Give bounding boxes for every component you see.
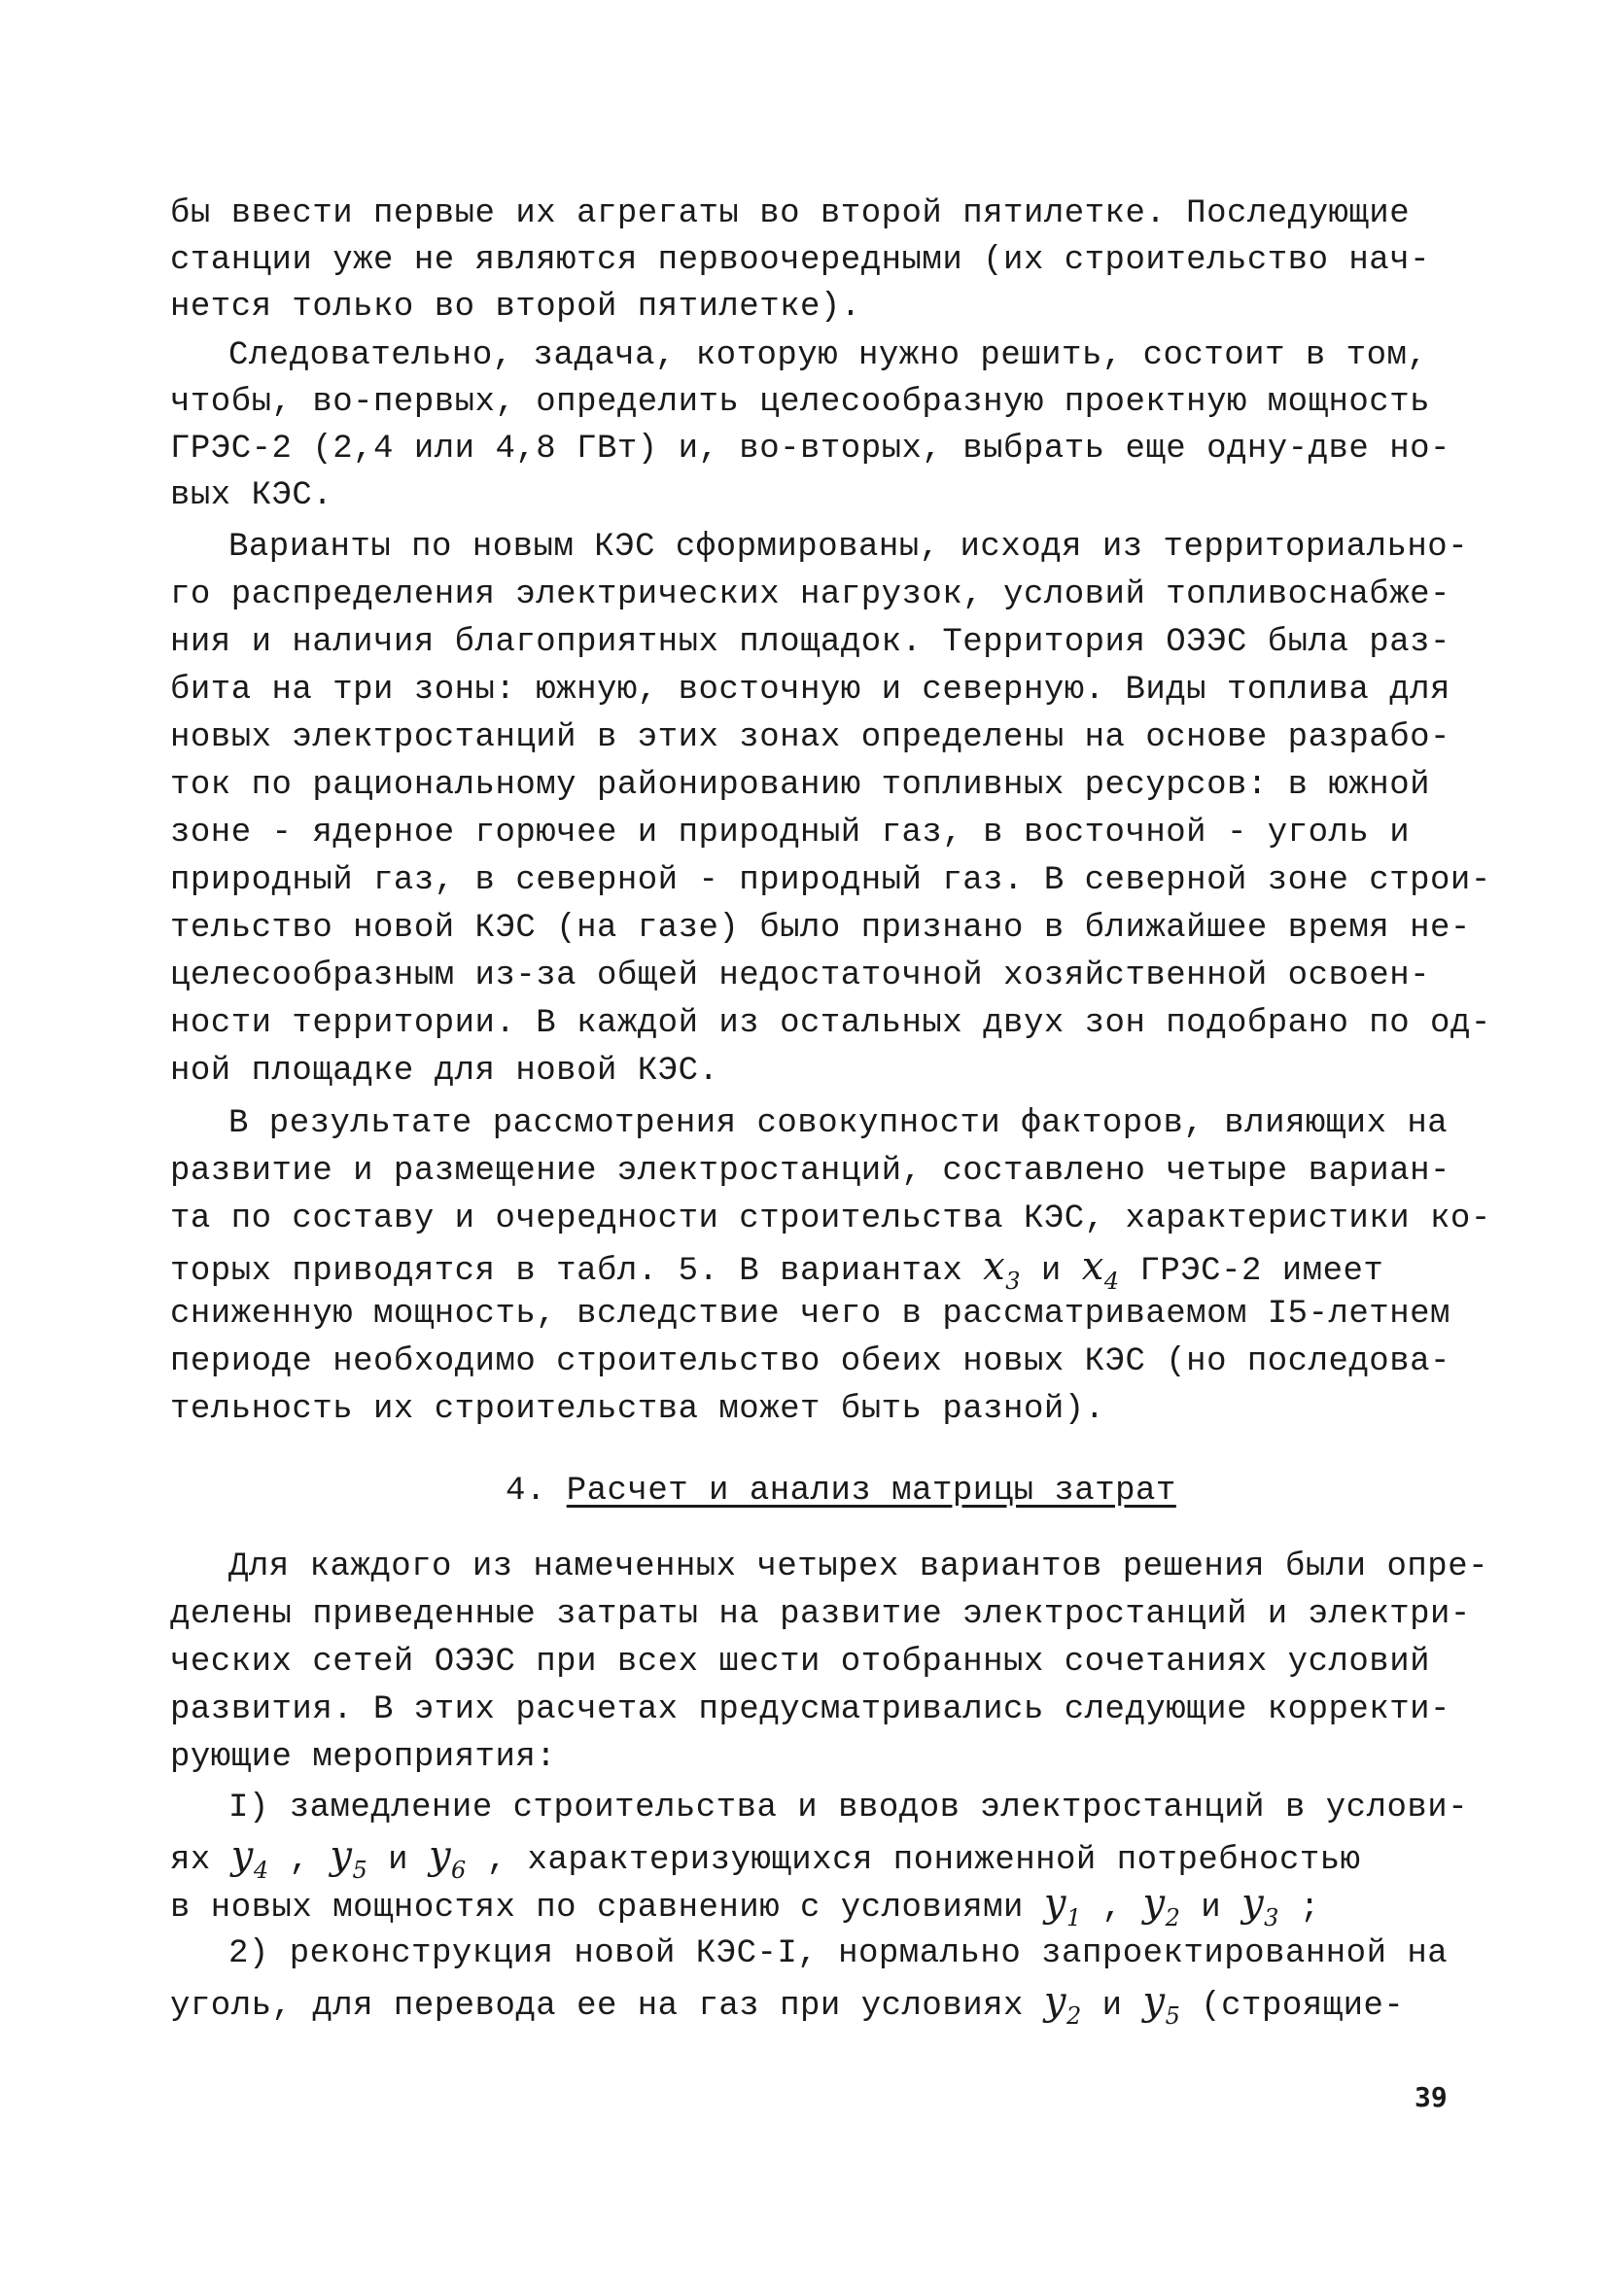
text-segment: и <box>1180 1890 1242 1927</box>
variable-y: y <box>330 1833 353 1878</box>
subscript: 2 <box>1165 1904 1181 1931</box>
subscript: 3 <box>1264 1904 1279 1931</box>
text-line: новых электростанций в этих зонах определены на основе разрабо- <box>170 719 1450 756</box>
variable-y: y <box>1043 1881 1066 1926</box>
page-number: 39 <box>1415 2081 1448 2113</box>
list-item-line: 2) реконструкция новой КЭС-I, нормально запроектированной на <box>228 1935 1449 1972</box>
section-heading <box>506 1468 1205 1515</box>
variable-y: y <box>230 1833 254 1878</box>
list-item-line <box>170 1978 1463 2030</box>
text-line: Варианты по новым КЭС сформированы, исходя из территориально- <box>228 529 1469 566</box>
text-line: бы ввести первые их агрегаты во второй пятилетке. Последующие <box>170 195 1411 232</box>
text-segment: ; <box>1278 1890 1320 1927</box>
text-line: Следовательно, задача, которую нужно решить, состоит в том, <box>228 337 1428 374</box>
text-segment: и <box>1020 1253 1082 1290</box>
text-segment: (строящие- <box>1180 1988 1405 2025</box>
text-line: развитие и размещение электростанций, составлено четыре вариан- <box>170 1153 1450 1190</box>
text-line: Для каждого из намеченных четырех вариантов решения были опре- <box>228 1548 1489 1585</box>
text-segment: , <box>1081 1890 1143 1927</box>
text-segment: уголь, для перевода ее на газ при условиях <box>170 1988 1044 2025</box>
text-line: вых КЭС. <box>170 477 333 514</box>
text-line: В результате рассмотрения совокупности факторов, влияющих на <box>228 1105 1449 1142</box>
text-line: тельность их строительства может быть разной). <box>170 1391 1105 1428</box>
variable-x: x <box>983 1244 1006 1289</box>
text-line: станции уже не являются первоочередными (их строительство нач- <box>170 242 1431 279</box>
subscript: 1 <box>1066 1904 1082 1931</box>
text-line: ной площадке для новой КЭС. <box>170 1053 719 1090</box>
text-line: делены приведенные затраты на развитие электростанций и электри- <box>170 1596 1471 1633</box>
text-segment: ГРЭС-2 имеет <box>1119 1253 1384 1290</box>
text-line: ток по рациональному районированию топливных ресурсов: в южной <box>170 767 1431 804</box>
text-line: целесообразным из-за общей недостаточной хозяйственной освоен- <box>170 957 1431 994</box>
text-segment: в новых мощностях по сравнению с условиями <box>170 1890 1044 1927</box>
text-line: ГРЭС-2 (2,4 или 4,8 ГВт) и, во-вторых, выбрать еще одну-две но- <box>170 431 1450 468</box>
variable-y: y <box>1142 1881 1166 1926</box>
text-line: периоде необходимо строительство обеих новых КЭС (но последова- <box>170 1343 1450 1380</box>
text-line <box>170 1243 1463 1295</box>
subscript: 6 <box>451 1857 467 1884</box>
variable-x: x <box>1081 1244 1104 1289</box>
text-line: природный газ, в северной - природный газ. В северной зоне строи- <box>170 862 1491 899</box>
text-line: ческих сетей ОЭЭС при всех шести отобранных сочетаниях условий <box>170 1644 1431 1681</box>
list-item-line: I) замедление строительства и вводов электростанций в услови- <box>228 1790 1469 1826</box>
variable-y: y <box>1142 1979 1166 2024</box>
text-line: нется только во второй пятилетке). <box>170 289 861 326</box>
text-line: бита на три зоны: южную, восточную и северную. Виды топлива для <box>170 672 1450 709</box>
text-segment: , характеризующихся пониженной потребностью <box>466 1842 1361 1879</box>
section-title: Расчет и анализ матрицы затрат <box>566 1473 1176 1510</box>
subscript: 4 <box>1103 1268 1120 1295</box>
subscript: 4 <box>253 1857 269 1884</box>
section-number: 4. <box>506 1473 567 1510</box>
variable-y: y <box>428 1833 452 1878</box>
variable-y: y <box>1241 1881 1265 1926</box>
text-line: тельство новой КЭС (на газе) было признано в ближайшее время не- <box>170 910 1471 947</box>
text-line: ности территории. В каждой из остальных двух зон подобрано по од- <box>170 1005 1491 1042</box>
list-item-line <box>170 1832 1463 1884</box>
text-segment: , <box>268 1842 331 1879</box>
text-line: го распределения электрических нагрузок, условий топливоснабже- <box>170 576 1450 613</box>
text-segment: и <box>1081 1988 1143 2025</box>
text-line: ния и наличия благоприятных площадок. Территория ОЭЭС была раз- <box>170 624 1450 661</box>
text-segment: торых приводятся в табл. 5. В вариантах <box>170 1253 984 1290</box>
text-line: рующие мероприятия: <box>170 1739 557 1776</box>
subscript: 5 <box>352 1857 368 1884</box>
subscript: 3 <box>1005 1268 1021 1295</box>
text-segment: ях <box>170 1842 231 1879</box>
variable-y: y <box>1043 1979 1066 2024</box>
text-line: та по составу и очередности строительства КЭС, характеристики ко- <box>170 1200 1491 1237</box>
text-line: зоне - ядерное горючее и природный газ, в восточной - уголь и <box>170 815 1411 852</box>
subscript: 2 <box>1066 2002 1082 2030</box>
text-line: сниженную мощность, вследствие чего в рассматриваемом I5-летнем <box>170 1296 1450 1333</box>
list-item-line <box>170 1880 1463 1931</box>
text-segment: и <box>367 1842 429 1879</box>
text-line: чтобы, во-первых, определить целесообразную проектную мощность <box>170 384 1431 421</box>
subscript: 5 <box>1165 2002 1181 2030</box>
text-line: развития. В этих расчетах предусматривались следующие корректи- <box>170 1691 1450 1728</box>
